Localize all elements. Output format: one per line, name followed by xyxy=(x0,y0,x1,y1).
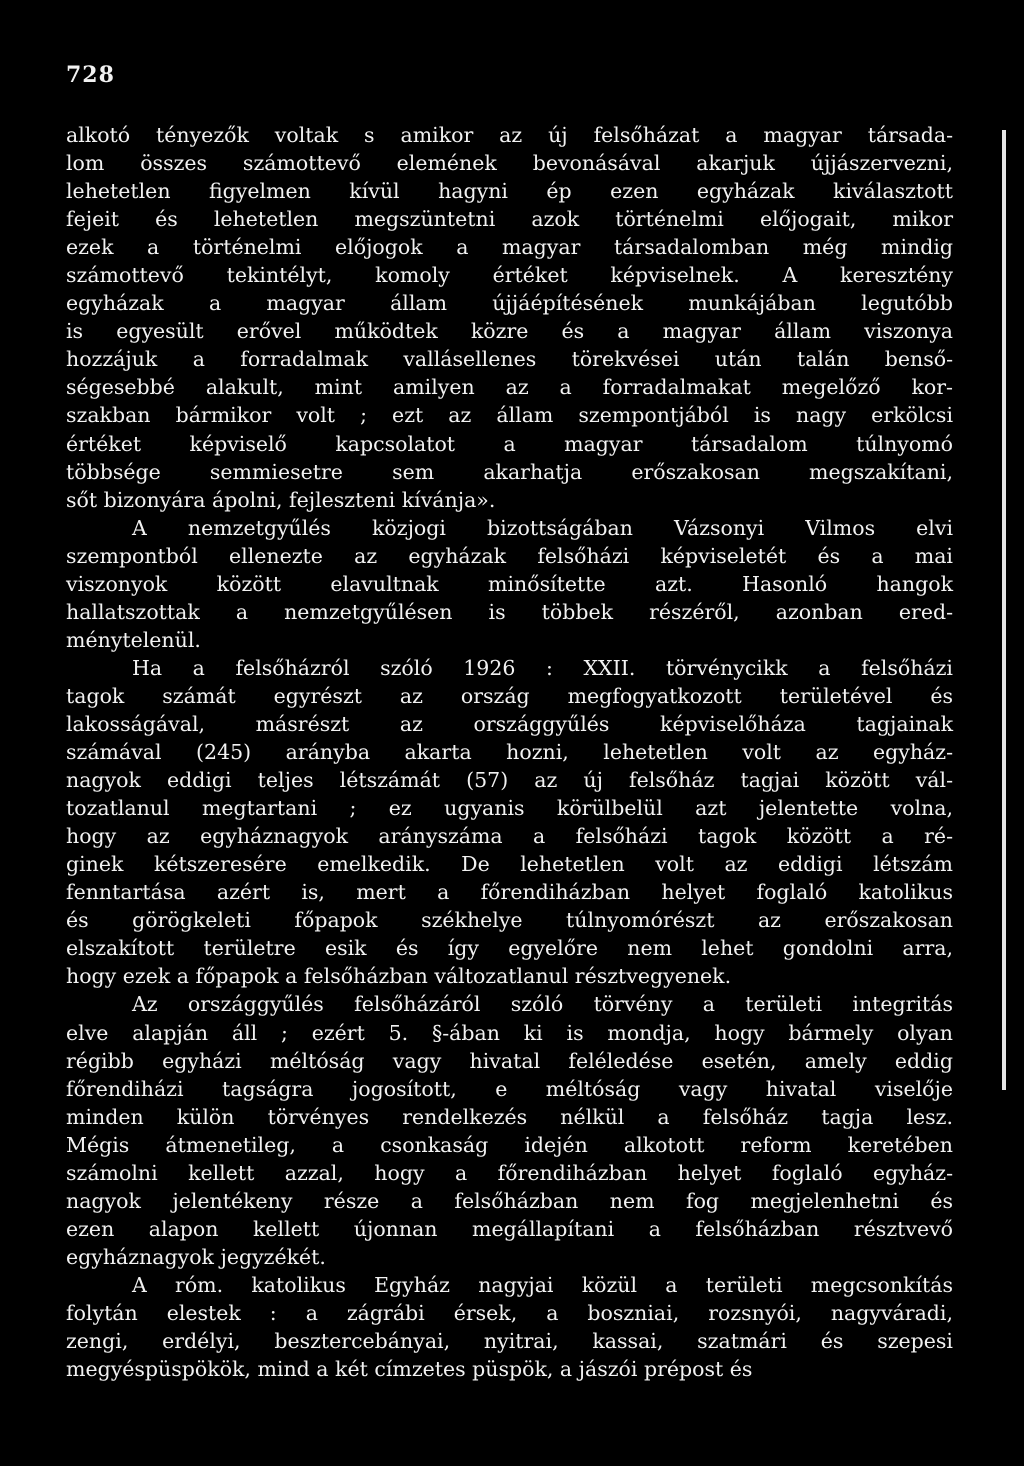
text-line: hallatszottak a nemzetgyűlésen is többek részéről, azonban ered- xyxy=(66,599,953,624)
text-line: Ha a felsőházról szóló 1926 : XXII. törvénycikk a felsőházi xyxy=(132,655,953,680)
text-line: lom összes számottevő elemének bevonásával akarjuk újjászervezni, xyxy=(66,151,953,176)
text-line: A nemzetgyűlés közjogi bizottságában Vázsonyi Vilmos elvi xyxy=(132,515,953,540)
text-line: fejeit és lehetetlen megszüntetni azok történelmi előjogait, mikor xyxy=(66,207,953,232)
text-line: ezek a történelmi előjogok a magyar társadalomban még mindig xyxy=(66,235,953,260)
paragraph xyxy=(66,121,953,514)
text-line: nagyok eddigi teljes létszámát (57) az új felsőház tagjai között vál- xyxy=(66,768,953,793)
paragraph xyxy=(66,990,953,1270)
text-line: szempontból ellenezte az egyházak felsőházi képviseletét és a mai xyxy=(66,543,953,568)
text-line: hogy az egyháznagyok arányszáma a felsőházi tagok között a ré- xyxy=(66,824,953,849)
text-line: hogy ezek a főpapok a felsőházban változatlanul résztvegyenek. xyxy=(66,964,732,989)
scan-edge-bar xyxy=(1002,130,1006,1090)
text-line: ezen alapon kellett újonnan megállapítani a felsőházban résztvevő xyxy=(66,1216,953,1241)
text-line: elve alapján áll ; ezért 5. §-ában ki is mondja, hogy bármely olyan xyxy=(66,1020,953,1045)
text-line: zengi, erdélyi, besztercebányai, nyitrai, kassai, szatmári és szepesi xyxy=(66,1329,953,1354)
paragraph xyxy=(66,654,953,991)
page-number: 728 xyxy=(66,62,115,88)
text-line: hozzájuk a forradalmak vallásellenes törekvései után talán benső- xyxy=(66,347,953,372)
text-line: számával (245) arányba akarta hozni, lehetetlen volt az egyház- xyxy=(66,740,953,765)
text-line: A róm. katolikus Egyház nagyjai közül a területi megcsonkítás xyxy=(132,1272,953,1297)
text-line: nagyok jelentékeny része a felsőházban nem fog megjelenhetni és xyxy=(66,1188,953,1213)
text-line: tozatlanul megtartani ; ez ugyanis körülbelül azt jelentette volna, xyxy=(66,796,953,821)
text-line: lehetetlen figyelmen kívül hagyni ép ezen egyházak kiválasztott xyxy=(66,179,953,204)
text-line: számolni kellett azzal, hogy a főrendiházban helyet foglaló egyház- xyxy=(66,1160,953,1185)
text-line: főrendiházi tagságra jogosított, e méltóság vagy hivatal viselője xyxy=(66,1076,953,1101)
text-line: Az országgyűlés felsőházáról szóló törvény a területi integritás xyxy=(132,992,953,1017)
paragraph xyxy=(66,514,953,654)
text-line: Mégis átmenetileg, a csonkaság idején alkotott reform keretében xyxy=(66,1132,953,1157)
body-text xyxy=(66,121,953,1383)
text-line: többsége semmiesetre sem akarhatja erőszakosan megszakítani, xyxy=(66,459,953,484)
text-line: ménytelenül. xyxy=(66,627,201,652)
text-line: viszonyok között elavultnak minősítette azt. Hasonló hangok xyxy=(66,571,953,596)
text-line: régibb egyházi méltóság vagy hivatal feléledése esetén, amely eddig xyxy=(66,1048,953,1073)
text-line: is egyesült erővel működtek közre és a magyar állam viszonya xyxy=(66,319,953,344)
text-line: elszakított területre esik és így egyelőre nem lehet gondolni arra, xyxy=(66,936,953,961)
text-line: fenntartása azért is, mert a főrendiházban helyet foglaló katolikus xyxy=(66,880,953,905)
text-line: lakosságával, másrészt az országgyűlés képviselőháza tagjainak xyxy=(66,711,953,736)
text-line: alkotó tényezők voltak s amikor az új felsőházat a magyar társada- xyxy=(66,123,953,147)
text-line: egyházak a magyar állam újjáépítésének munkájában legutóbb xyxy=(66,291,953,316)
text-line: megyéspüspökök, mind a két címzetes püspök, a jászói prépost és xyxy=(66,1357,753,1382)
text-line: ginek kétszeresére emelkedik. De lehetetlen volt az eddigi létszám xyxy=(66,852,953,877)
text-line: értéket képviselő kapcsolatot a magyar társadalom túlnyomó xyxy=(66,431,953,456)
text-line: folytán elestek : a zágrábi érsek, a boszniai, rozsnyói, nagyváradi, xyxy=(66,1300,953,1325)
text-line: számottevő tekintélyt, komoly értéket képviselnek. A keresztény xyxy=(66,263,953,288)
text-line: és görögkeleti főpapok székhelye túlnyomórészt az erőszakosan xyxy=(66,908,953,933)
text-line: minden külön törvényes rendelkezés nélkül a felsőház tagja lesz. xyxy=(66,1104,953,1129)
text-line: tagok számát egyrészt az ország megfogyatkozott területével és xyxy=(66,683,953,708)
paragraph xyxy=(66,1271,953,1383)
text-line: sőt bizonyára ápolni, fejleszteni kívánja». xyxy=(66,487,496,512)
text-line: ségesebbé alakult, mint amilyen az a forradalmakat megelőző kor- xyxy=(66,375,953,400)
text-line: szakban bármikor volt ; ezt az állam szempontjából is nagy erkölcsi xyxy=(66,403,953,428)
text-line: egyháznagyok jegyzékét. xyxy=(66,1244,326,1269)
